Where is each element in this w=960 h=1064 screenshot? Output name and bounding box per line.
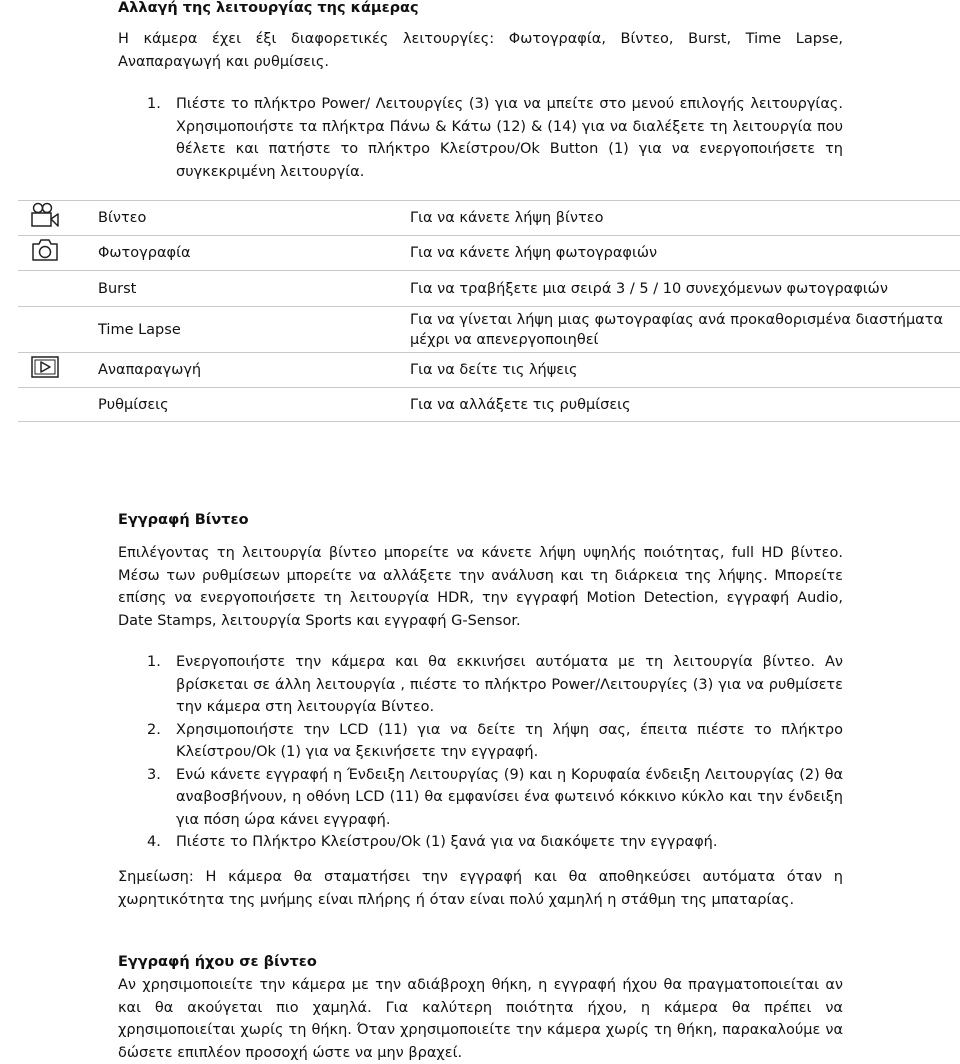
list-text: Ενώ κάνετε εγγραφή η Ένδειξη Λειτουργίας (9) και η Κορυφαία ένδειξη Λειτουργίας (2) θα αναβοσβήνουν, η οθόνη LCD (11) θα εμφανίσει ένα φωτεινό κόκκινο κύκλο και την ένδειξη για πόση ώρα κάνει εγγραφή. bbox=[176, 766, 843, 828]
note-paragraph: Σημείωση: Η κάμερα θα σταματήσει την εγγραφή και θα αποθηκεύσει αυτόματα όταν η χωρητικότητα της μνήμης είναι πλήρης ή όταν είναι πολύ χαμηλή η στάθμη της μπαταρίας. bbox=[118, 869, 843, 908]
list-item bbox=[147, 831, 843, 854]
mode-description: Για να γίνεται λήψη μιας φωτογραφίας ανά προκαθορισμένα διαστήματα μέχρι να απενεργοποιηθεί bbox=[410, 307, 960, 353]
list-number: 1. bbox=[147, 96, 161, 112]
video-intro-paragraph: Επιλέγοντας τη λειτουργία βίντεο μπορείτε να κάνετε λήψη υψηλής ποιότητας, full HD βίντεο. Μέσω των ρυθμίσεων μπορείτε να αλλάξετε την ανάλυση και τη διάρκεια της λήψης. Μπορείτε επίσης να ενεργοποιήσετε τη λειτουργία HDR, την εγγραφή Motion Detection, εγγραφή Audio, Date Stamps, λειτουργία Sports και εγγραφή G-Sensor. bbox=[118, 545, 843, 629]
mode-icon-cell bbox=[18, 388, 98, 422]
mode-icon-cell bbox=[18, 307, 98, 353]
table-row bbox=[18, 353, 960, 388]
table-row bbox=[18, 236, 960, 271]
list-number: 1. bbox=[147, 654, 161, 670]
table-row bbox=[18, 307, 960, 353]
list-item bbox=[147, 719, 843, 764]
mode-name: Φωτογραφία bbox=[98, 236, 410, 271]
table-row bbox=[18, 201, 960, 236]
mode-steps-list bbox=[147, 93, 843, 183]
mode-name: Time Lapse bbox=[98, 307, 410, 353]
section-title: Εγγραφή ήχου σε βίντεο bbox=[118, 954, 317, 970]
list-item bbox=[147, 764, 843, 832]
video-camera-icon bbox=[30, 202, 60, 229]
section-title: Αλλαγή της λειτουργίας της κάμερας bbox=[118, 0, 419, 16]
list-number: 4. bbox=[147, 834, 161, 850]
playback-icon bbox=[30, 355, 60, 379]
mode-icon-cell bbox=[18, 236, 98, 271]
mode-icon-cell bbox=[18, 353, 98, 388]
list-number: 3. bbox=[147, 766, 161, 783]
list-number: 2. bbox=[147, 721, 161, 738]
video-steps-list bbox=[147, 651, 843, 854]
mode-description: Για να κάνετε λήψη φωτογραφιών bbox=[410, 236, 960, 271]
mode-icon-cell bbox=[18, 201, 98, 236]
mode-description: Για να τραβήξετε μια σειρά 3 / 5 / 10 συνεχόμενων φωτογραφιών bbox=[410, 271, 960, 307]
mode-name: Burst bbox=[98, 271, 410, 307]
mode-name: Ρυθμίσεις bbox=[98, 388, 410, 422]
section-title: Εγγραφή Βίντεο bbox=[118, 512, 249, 528]
intro-paragraph: Η κάμερα έχει έξι διαφορετικές λειτουργίες: Φωτογραφία, Βίντεο, Burst, Time Lapse, Αναπαραγωγή και ρυθμίσεις. bbox=[118, 31, 843, 70]
photo-camera-icon bbox=[30, 237, 60, 263]
list-text: Χρησιμοποιήστε την LCD (11) για να δείτε τη λήψη σας, έπειτα πιέστε το πλήκτρο Κλείστρου/Ok (1) για να ξεκινήσετε την εγγραφή. bbox=[176, 721, 843, 760]
mode-description: Για να κάνετε λήψη βίντεο bbox=[410, 201, 960, 236]
list-text: Πιέστε το πλήκτρο Power/ Λειτουργίες (3) για να μπείτε στο μενού επιλογής λειτουργίας. Χρησιμοποιήστε τα πλήκτρα Πάνω & Κάτω (12) & (14) για να διαλέξετε τη λειτουργία που θέλετε και πατήστε το πλήκτρο Κλείστρου/Ok Button (1) για να ενεργοποιήσετε τη συγκεκριμένη λειτουργία. bbox=[176, 96, 843, 180]
table-row bbox=[18, 271, 960, 307]
mode-description: Για να αλλάξετε τις ρυθμίσεις bbox=[410, 388, 960, 422]
list-item bbox=[147, 651, 843, 719]
audio-paragraph: Αν χρησιμοποιείτε την κάμερα με την αδιάβροχη θήκη, η εγγραφή ήχου θα πραγματοποιείται αν και θα ακούγεται πιο χαμηλά. Για καλύτερη ποιότητα ήχου, η κάμερα θα πρέπει να χρησιμοποιείται χωρίς τη θήκη. Όταν χρησιμοποιείτε την κάμερα χωρίς τη θήκη, παρακαλούμε να δώσετε επιπλέον προσοχή ώστε να μην βραχεί. bbox=[118, 977, 843, 1061]
mode-description: Για να δείτε τις λήψεις bbox=[410, 353, 960, 388]
mode-name: Βίντεο bbox=[98, 201, 410, 236]
modes-table bbox=[18, 200, 960, 422]
mode-name: Αναπαραγωγή bbox=[98, 353, 410, 388]
mode-icon-cell bbox=[18, 271, 98, 307]
list-item bbox=[147, 93, 843, 183]
list-text: Πιέστε το Πλήκτρο Κλείστρου/Ok (1) ξανά για να διακόψετε την εγγραφή. bbox=[176, 834, 718, 850]
list-text: Ενεργοποιήστε την κάμερα και θα εκκινήσει αυτόματα με τη λειτουργία βίντεο. Αν βρίσκεται σε άλλη λειτουργία , πιέστε το πλήκτρο Power/Λειτουργίες (3) για να ρυθμίσετε την κάμερα στη λειτουργία Βίντεο. bbox=[176, 654, 843, 715]
table-row bbox=[18, 388, 960, 422]
